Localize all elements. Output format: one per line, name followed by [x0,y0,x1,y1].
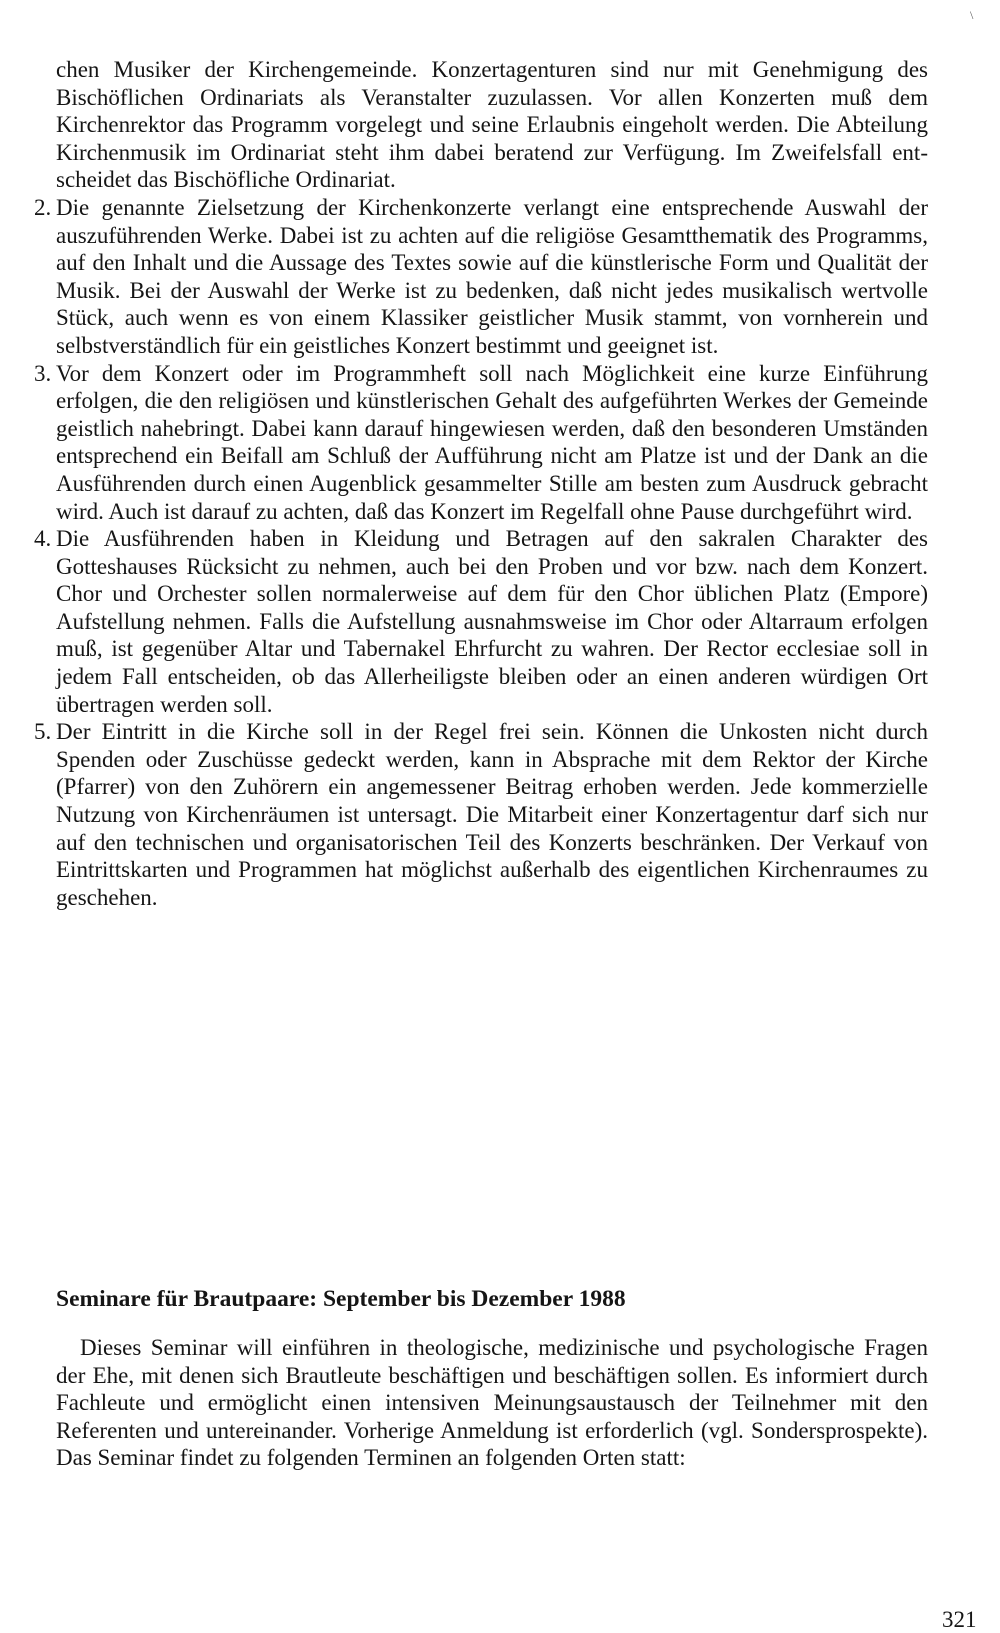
document-page [34,56,977,1632]
list-item-number: 4. [34,526,52,552]
list-item-number: 3. [34,360,52,386]
list-item-text: 3. Vor dem Konzert oder im Programmheft soll nach Möglichkeit eine kurze Einführung erfolgen, die den religiösen und künstlerischen Gehalt des aufgeführten Werkes der Gemeinde geistlich nahebringt. Dabei kann darauf hingewiesen werden, daß den besonderen Umständen entsprechend ein Beifall am Schluß der Aufführung nicht am Platze ist und der Dank an die Ausführenden durch einen Augenblick gesammelter Stille am besten zum Ausdruck gebracht wird. Auch ist darauf zu achten, daß das Konzert im Regelfall ohne Pause durchgeführt wird. [34,360,928,524]
list-item-4 [34,525,928,718]
list-item-text: 5. Der Eintritt in die Kirche soll in der Regel frei sein. Können die Unkosten nicht durch Spenden oder Zuschüsse gedeckt werden, kann in Absprache mit dem Rektor der Kirche (Pfarrer) von den Zuhörern ein angemessener Beitrag erhoben werden. Jede kommerzielle Nutzung von Kirchenräumen ist untersagt. Die Mitarbeit einer Konzertagentur darf sich nur auf den technischen und organisatorischen Teil des Konzerts beschränken. Der Verkauf von Eintrittskarten und Programmen hat möglichst außerhalb des eigentlichen Kirchenraumes zu geschehen. [34,719,928,910]
numbered-list [34,194,928,911]
list-item-3 [34,360,928,526]
list-item-text: 2. Die genannte Zielsetzung der Kirchenkonzerte verlangt eine entsprechende Auswahl der auszuführenden Werke. Dabei ist zu achten auf die religiöse Gesamtthematik des Programms, auf den Inhalt und die Aussage des Textes sowie auf die künstlerische Form und Qualität der Musik. Bei der Auswahl der Werke ist zu bedenken, daß nicht jedes musikalisch wertvolle Stück, auch wenn es von einem Klassiker geistlicher Musik stammt, von vornherein und selbstverständlich für ein geistliches Konzert bestimmt und geeignet ist. [34,194,928,358]
continuation-paragraph: chen Musiker der Kirchengemeinde. Konzertagenturen sind nur mit Genehmigung des Bischöflichen Ordinariats als Veranstalter zuzulassen. Vor allen Konzerten muß dem Kirchenrektor das Programm vorgelegt und seine Erlaubnis eingeholt werden. Die Abteilung Kirchenmusik im Ordinariat steht ihm dabei beratend zur Verfügung. Im Zweifelsfall entscheidet das Bischöfliche Ordinariat. [56,57,928,193]
list-item-2 [34,194,928,360]
section-heading: Seminare für Brautpaare: September bis Dezember 1988 [56,1286,626,1312]
corner-mark: \ [970,8,974,22]
list-item-text: 4. Die Ausführenden haben in Kleidung und Betragen auf den sakralen Charakter des Gotteshauses Rücksicht zu nehmen, auch bei den Proben und vor bzw. nach dem Konzert. Chor und Orchester sollen normalerweise auf dem für den Chor üblichen Platz (Empore) Aufstellung nehmen. Falls die Aufstellung ausnahmsweise im Chor oder Altarraum erfolgen muß, ist gegenüber Altar und Tabernakel Ehrfurcht zu wahren. Der Rector ecclesiae soll in jedem Fall entscheiden, ob das Allerheiligste bleiben oder an einen anderen würdigen Ort übertragen werden soll. [34,526,928,717]
seminar-paragraph: Dieses Seminar will einführen in theologische, medizinische und psychologische Fragen der Ehe, mit denen sich Brautleute beschäftigen und beschäftigen sollen. Es informiert durch Fachleute und ermöglicht einen intensiven Meinungsaustausch der Teilnehmer mit den Referenten und untereinander. Vorherige Anmeldung ist erforderlich (vgl. Sondersprospekte). Das Seminar findet zu folgenden Terminen an folgenden Orten statt: [56,1335,928,1471]
list-item-number: 5. [34,719,52,745]
list-item-number: 2. [34,194,52,220]
list-item-5 [34,718,928,911]
page-number: 321 [942,1607,977,1632]
